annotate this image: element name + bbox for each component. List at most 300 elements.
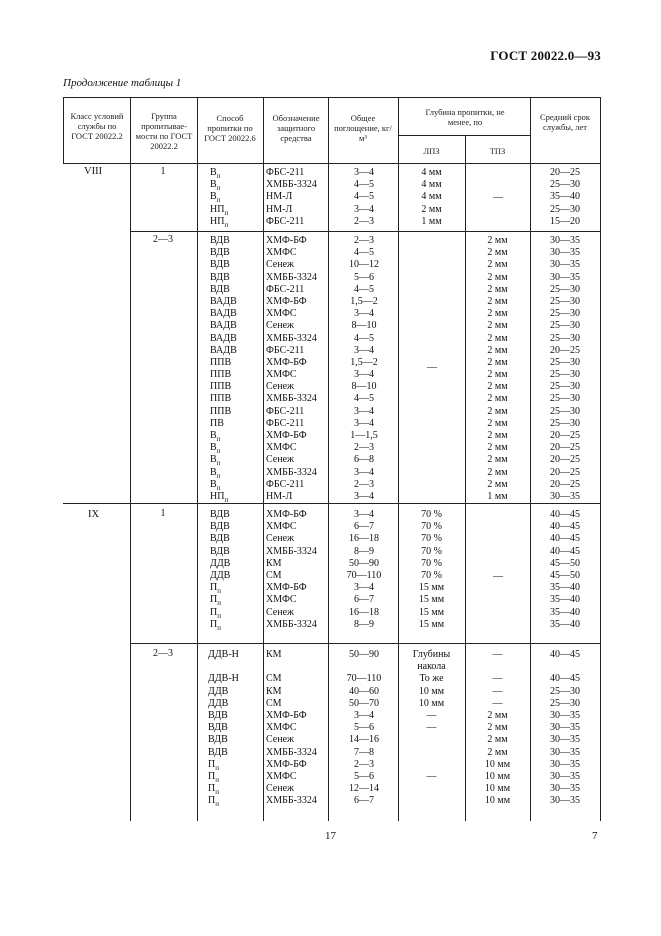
- life-list: [530, 509, 600, 631]
- list-item: 4—5: [354, 283, 374, 295]
- list-item: 4—5: [354, 393, 374, 405]
- list-item: Глубины: [412, 649, 451, 660]
- list-item: 70 %: [421, 533, 442, 545]
- list-item: ФБС-211: [266, 405, 305, 417]
- list-item: 70—110: [346, 569, 382, 581]
- list-item: $В_п$: [210, 179, 221, 193]
- list-item: 3—4: [354, 509, 374, 520]
- list-item: 2 мм: [487, 344, 508, 356]
- list-item: 40—45: [550, 533, 580, 545]
- header-class: Класс условий службы по ГОСТ 20022.2: [70, 111, 124, 141]
- list-item: 2 мм: [487, 722, 508, 734]
- list-item: ХМББ-3324: [266, 795, 317, 807]
- list-item: 2 мм: [487, 369, 508, 381]
- list-item: 20—25: [550, 478, 580, 490]
- list-item: 30—35: [550, 247, 580, 259]
- list-item: 35—40: [550, 606, 580, 618]
- tpz-list: [465, 235, 530, 503]
- list-item: $В_п$: [210, 167, 221, 180]
- list-item: 25—30: [550, 393, 580, 405]
- list-item: 40—60: [349, 685, 379, 697]
- list-item: 40—45: [550, 673, 580, 685]
- list-item: Сенеж: [266, 783, 294, 795]
- list-item: ХМББ-3324: [266, 393, 317, 405]
- list-item: 30—35: [550, 770, 580, 782]
- list-item: НМ-Л: [266, 191, 293, 203]
- list-item: 4 мм: [421, 167, 442, 178]
- list-item: 70 %: [421, 545, 442, 557]
- list-item: 2 мм: [487, 430, 508, 441]
- agent-list: [266, 235, 317, 503]
- list-item: 25—30: [550, 381, 580, 393]
- list-item: ДДВ: [208, 697, 229, 709]
- list-item: ХМББ-3324: [266, 179, 317, 191]
- list-item: КМ: [266, 685, 282, 697]
- list-item: ППВ: [210, 405, 232, 417]
- list-item: $НП_п$: [210, 215, 229, 229]
- list-item: ВДВ: [208, 722, 228, 734]
- list-item: 2 мм: [487, 259, 508, 271]
- absorption-list: [330, 235, 398, 503]
- table-right-border: [600, 97, 601, 821]
- list-item: 4—5: [354, 332, 374, 344]
- list-item: 40—45: [550, 509, 580, 520]
- list-item: —: [492, 649, 503, 660]
- page-number-right: 7: [592, 830, 598, 842]
- list-item: 20—25: [550, 167, 580, 178]
- group-label: 2—3: [153, 234, 173, 245]
- list-item: ФБС-211: [266, 417, 305, 429]
- list-item: ДДВ: [210, 569, 231, 581]
- list-item: —: [492, 673, 503, 685]
- absorption-list: [330, 509, 398, 631]
- table-left-border: [63, 97, 64, 163]
- agent-list: [266, 509, 317, 631]
- absorption-list: [330, 167, 398, 228]
- list-item: ФБС-211: [266, 215, 305, 227]
- list-item: [266, 661, 317, 673]
- list-item: 70 %: [421, 569, 442, 581]
- list-item: $В_п$: [210, 478, 221, 492]
- list-item: [530, 661, 600, 673]
- list-item: 16—18: [349, 606, 379, 618]
- list-item: 16—18: [349, 533, 379, 545]
- list-item: ППВ: [210, 369, 232, 381]
- list-item: 25—30: [550, 697, 580, 709]
- list-item: 70 %: [421, 509, 442, 520]
- list-item: Сенеж: [266, 533, 294, 545]
- list-item: 30—35: [550, 746, 580, 758]
- list-item: ХМФ-БФ: [266, 356, 307, 368]
- list-item: 4 мм: [421, 179, 442, 191]
- list-item: 25—30: [550, 685, 580, 697]
- list-item: 3—4: [354, 466, 374, 478]
- list-item: 5—6: [354, 722, 374, 734]
- list-item: 2 мм: [487, 393, 508, 405]
- list-item: 1—1,5: [350, 430, 378, 441]
- list-item: ППВ: [210, 356, 232, 368]
- list-item: [398, 759, 465, 771]
- list-item: ВДВ: [210, 235, 230, 246]
- list-item: 10 мм: [484, 783, 511, 795]
- list-item: 30—35: [550, 490, 580, 502]
- list-item: ФБС-211: [266, 167, 305, 178]
- list-item: 10 мм: [418, 697, 445, 709]
- header-absorption: Общее поглощение, кг/м³: [334, 113, 392, 143]
- list-item: 3—4: [354, 490, 374, 502]
- list-item: 7—8: [354, 746, 374, 758]
- class-label: VIII: [84, 166, 103, 177]
- group-label: 1: [160, 508, 166, 519]
- list-item: 5—6: [354, 271, 374, 283]
- list-item: 2 мм: [487, 746, 508, 758]
- list-item: ДДВ-Н: [208, 673, 239, 685]
- list-item: 8—9: [354, 545, 374, 557]
- absorption-list: [330, 649, 398, 807]
- section-divider: [63, 503, 600, 504]
- list-item: ППВ: [210, 381, 232, 393]
- list-item: 15 мм: [418, 606, 445, 618]
- list-item: 1 мм: [421, 215, 442, 227]
- list-item: [398, 747, 465, 759]
- list-item: $НП_п$: [210, 203, 229, 217]
- method-list: [210, 167, 228, 228]
- list-item: 8—10: [351, 320, 377, 332]
- list-item: [398, 795, 465, 807]
- list-item: 1 мм: [487, 490, 508, 502]
- col-divider: [130, 97, 131, 821]
- list-item: 2 мм: [487, 478, 508, 490]
- list-item: ВДВ: [210, 509, 230, 520]
- list-item: Сенеж: [266, 734, 294, 746]
- list-item: $П_п$: [208, 770, 219, 784]
- list-item: 2 мм: [487, 320, 508, 332]
- list-item: 20—25: [550, 442, 580, 454]
- list-item: [330, 661, 398, 673]
- tpz-dash: —: [493, 192, 503, 203]
- tpz-list: [465, 649, 530, 807]
- list-item: ХМФ-БФ: [266, 430, 307, 441]
- list-item: 6—8: [354, 454, 374, 466]
- life-list: [530, 235, 600, 503]
- list-item: 10 мм: [484, 795, 511, 807]
- agent-list: [266, 167, 317, 228]
- list-item: ХМФ-БФ: [266, 582, 307, 594]
- list-item: ХМФ-БФ: [266, 235, 307, 246]
- list-item: 2—3: [354, 478, 374, 490]
- list-item: 3—4: [354, 167, 374, 178]
- table-continuation-caption: Продолжение таблицы 1: [63, 77, 182, 89]
- list-item: 10 мм: [484, 770, 511, 782]
- list-item: —: [426, 709, 437, 721]
- list-item: 3—4: [354, 405, 374, 417]
- list-item: 4—5: [354, 247, 374, 259]
- list-item: КМ: [266, 649, 282, 660]
- list-item: 2—3: [354, 215, 374, 227]
- list-item: 2 мм: [487, 235, 508, 246]
- list-item: ВДВ: [210, 247, 230, 259]
- list-item: 25—30: [550, 332, 580, 344]
- list-item: 2 мм: [487, 709, 508, 721]
- list-item: 35—40: [550, 618, 580, 630]
- list-item: СМ: [266, 673, 282, 685]
- depth-subheader-line: [398, 135, 530, 136]
- list-item: [208, 661, 239, 673]
- header-agent: Обозначение защитного средства: [272, 113, 320, 143]
- list-item: $НП_п$: [210, 490, 229, 504]
- class-label: IX: [88, 509, 100, 520]
- list-item: ХМФС: [266, 594, 297, 606]
- list-item: 25—30: [550, 308, 580, 320]
- list-item: Сенеж: [266, 320, 294, 332]
- list-item: —: [492, 685, 503, 697]
- list-item: ВДВ: [208, 709, 228, 721]
- header-group: Группа пропитывае-мости по ГОСТ 20022.2: [135, 111, 193, 151]
- list-item: 30—35: [550, 709, 580, 721]
- list-item: 30—35: [550, 783, 580, 795]
- list-item: $В_п$: [210, 466, 221, 480]
- list-item: ПВ: [210, 417, 224, 429]
- list-item: ХМФС: [266, 369, 297, 381]
- list-item: ХМФС: [266, 442, 297, 454]
- list-item: $В_п$: [210, 430, 221, 443]
- col-divider: [328, 97, 329, 821]
- page-number: 17: [325, 830, 336, 842]
- list-item: 20—25: [550, 454, 580, 466]
- lpz-list: [398, 649, 465, 807]
- method-list: [210, 509, 230, 631]
- list-item: ХМФС: [266, 521, 297, 533]
- list-item: 20—25: [550, 466, 580, 478]
- list-item: ХМББ-3324: [266, 332, 317, 344]
- list-item: НМ-Л: [266, 490, 293, 502]
- method-list: [210, 235, 237, 503]
- list-item: 50—90: [349, 557, 379, 569]
- list-item: ДДВ-Н: [208, 649, 239, 660]
- list-item: ХМФС: [266, 722, 297, 734]
- list-item: 35—40: [550, 594, 580, 606]
- list-item: 4 мм: [421, 191, 442, 203]
- list-item: ХМФС: [266, 770, 297, 782]
- list-item: Сенеж: [266, 606, 294, 618]
- table-top-border: [63, 97, 600, 98]
- lpz-list: [398, 509, 465, 631]
- list-item: 12—14: [349, 783, 379, 795]
- col-divider: [197, 97, 198, 821]
- list-item: ХМББ-3324: [266, 466, 317, 478]
- list-item: 10 мм: [484, 758, 511, 770]
- list-item: $П_п$: [210, 582, 221, 596]
- list-item: 25—30: [550, 405, 580, 417]
- list-item: ВАДВ: [210, 295, 237, 307]
- list-item: [398, 783, 465, 795]
- list-item: 50—90: [349, 649, 379, 660]
- list-item: 2 мм: [487, 466, 508, 478]
- list-item: 2 мм: [487, 271, 508, 283]
- list-item: 20—25: [550, 344, 580, 356]
- list-item: КМ: [266, 557, 282, 569]
- list-item: 15—20: [550, 215, 580, 227]
- list-item: ХМББ-3324: [266, 271, 317, 283]
- list-item: ХМББ-3324: [266, 618, 317, 630]
- list-item: 2 мм: [421, 203, 442, 215]
- list-item: 20—25: [550, 430, 580, 441]
- list-item: 2 мм: [487, 332, 508, 344]
- list-item: 25—30: [550, 295, 580, 307]
- list-item: 2 мм: [487, 295, 508, 307]
- list-item: СМ: [266, 569, 282, 581]
- list-item: 25—30: [550, 356, 580, 368]
- list-item: $В_п$: [210, 454, 221, 468]
- list-item: 4—5: [354, 191, 374, 203]
- list-item: ППВ: [210, 393, 232, 405]
- col-divider: [263, 97, 264, 821]
- list-item: СМ: [266, 697, 282, 709]
- list-item: 35—40: [550, 582, 580, 594]
- list-item: 45—50: [550, 557, 580, 569]
- life-list: [530, 167, 600, 228]
- header-method: Способ пропитки по ГОСТ 20022.6: [204, 113, 256, 143]
- group-label: 1: [160, 166, 166, 177]
- list-item: 25—30: [550, 283, 580, 295]
- list-item: ХМФС: [266, 308, 297, 320]
- list-item: 1,5—2: [350, 356, 378, 368]
- list-item: 6—7: [354, 594, 374, 606]
- list-item: 70 %: [421, 521, 442, 533]
- list-item: ВАДВ: [210, 344, 237, 356]
- list-item: 3—4: [354, 308, 374, 320]
- agent-list: [266, 649, 317, 807]
- list-item: 25—30: [550, 369, 580, 381]
- list-item: 2 мм: [487, 405, 508, 417]
- group-label: 2—3: [153, 648, 173, 659]
- list-item: 8—10: [351, 381, 377, 393]
- list-item: Сенеж: [266, 454, 294, 466]
- list-item: ХМФ-БФ: [266, 295, 307, 307]
- list-item: 40—45: [550, 649, 580, 660]
- life-list: [530, 649, 600, 807]
- list-item: ВДВ: [210, 271, 230, 283]
- method-list: [208, 649, 239, 807]
- list-item: 8—9: [354, 618, 374, 630]
- list-item: накола: [417, 661, 446, 673]
- document-code: ГОСТ 20022.0—93: [490, 48, 601, 63]
- list-item: 2 мм: [487, 442, 508, 454]
- list-item: 3—4: [354, 582, 374, 594]
- list-item: ХМФ-БФ: [266, 709, 307, 721]
- list-item: 3—4: [354, 709, 374, 721]
- list-item: ВАДВ: [210, 308, 237, 320]
- list-item: —: [426, 722, 437, 734]
- list-item: 2 мм: [487, 417, 508, 429]
- list-item: 30—35: [550, 259, 580, 271]
- list-item: ВАДВ: [210, 320, 237, 332]
- tpz-dash: —: [493, 571, 503, 582]
- list-item: 30—35: [550, 795, 580, 807]
- list-item: 2 мм: [487, 308, 508, 320]
- list-item: ФБС-211: [266, 478, 305, 490]
- list-item: ВДВ: [210, 521, 230, 533]
- list-item: ВАДВ: [210, 332, 237, 344]
- list-item: 50—70: [349, 697, 379, 709]
- list-item: ВДВ: [210, 283, 230, 295]
- list-item: $П_п$: [208, 758, 219, 772]
- list-item: 6—7: [354, 521, 374, 533]
- list-item: 25—30: [550, 320, 580, 332]
- list-item: 5—6: [354, 770, 374, 782]
- list-item: 3—4: [354, 369, 374, 381]
- list-item: $В_п$: [210, 442, 221, 456]
- list-item: 10 мм: [418, 685, 445, 697]
- list-item: —: [426, 770, 437, 782]
- list-item: 2 мм: [487, 247, 508, 259]
- list-item: 25—30: [550, 179, 580, 191]
- list-item: 2—3: [354, 758, 374, 770]
- list-item: $П_п$: [210, 594, 221, 608]
- lpz-dash: —: [427, 362, 437, 373]
- list-item: ВДВ: [208, 746, 228, 758]
- list-item: 15 мм: [418, 594, 445, 606]
- list-item: 40—45: [550, 521, 580, 533]
- list-item: 15 мм: [418, 618, 445, 630]
- list-item: ХМФ-БФ: [266, 509, 307, 520]
- list-item: 30—35: [550, 722, 580, 734]
- list-item: 40—45: [550, 545, 580, 557]
- list-item: 3—4: [354, 344, 374, 356]
- list-item: $П_п$: [208, 783, 219, 797]
- lpz-list: [398, 167, 465, 228]
- list-item: ХМФС: [266, 247, 297, 259]
- list-item: 2 мм: [487, 454, 508, 466]
- header-bottom-border: [63, 163, 600, 164]
- list-item: 3—4: [354, 203, 374, 215]
- header-depth: Глубина пропитки, не менее, по: [425, 107, 505, 127]
- list-item: 2 мм: [487, 734, 508, 746]
- list-item: 30—35: [550, 271, 580, 283]
- list-item: $П_п$: [210, 618, 221, 632]
- list-item: ВДВ: [208, 734, 228, 746]
- list-item: 2 мм: [487, 283, 508, 295]
- list-item: [398, 734, 465, 746]
- list-item: 25—30: [550, 203, 580, 215]
- list-item: [465, 661, 530, 673]
- list-item: 14—16: [349, 734, 379, 746]
- list-item: 2 мм: [487, 356, 508, 368]
- list-item: ХМББ-3324: [266, 746, 317, 758]
- list-item: ХМФ-БФ: [266, 758, 307, 770]
- list-item: 25—30: [550, 417, 580, 429]
- list-item: 2 мм: [487, 381, 508, 393]
- list-item: НМ-Л: [266, 203, 293, 215]
- list-item: 2—3: [354, 235, 374, 246]
- list-item: Сенеж: [266, 381, 294, 393]
- list-item: ДДВ: [210, 557, 231, 569]
- list-item: 1,5—2: [350, 295, 378, 307]
- list-item: ФБС-211: [266, 283, 305, 295]
- list-item: —: [492, 697, 503, 709]
- list-item: ФБС-211: [266, 344, 305, 356]
- list-item: Сенеж: [266, 259, 294, 271]
- list-item: 30—35: [550, 235, 580, 246]
- list-item: 30—35: [550, 734, 580, 746]
- list-item: 15 мм: [418, 582, 445, 594]
- list-item: $П_п$: [208, 795, 219, 809]
- list-item: ДДВ: [208, 685, 229, 697]
- list-item: То же: [419, 673, 444, 685]
- list-item: 70 %: [421, 557, 442, 569]
- list-item: 70—110: [346, 673, 382, 685]
- list-item: 4—5: [354, 179, 374, 191]
